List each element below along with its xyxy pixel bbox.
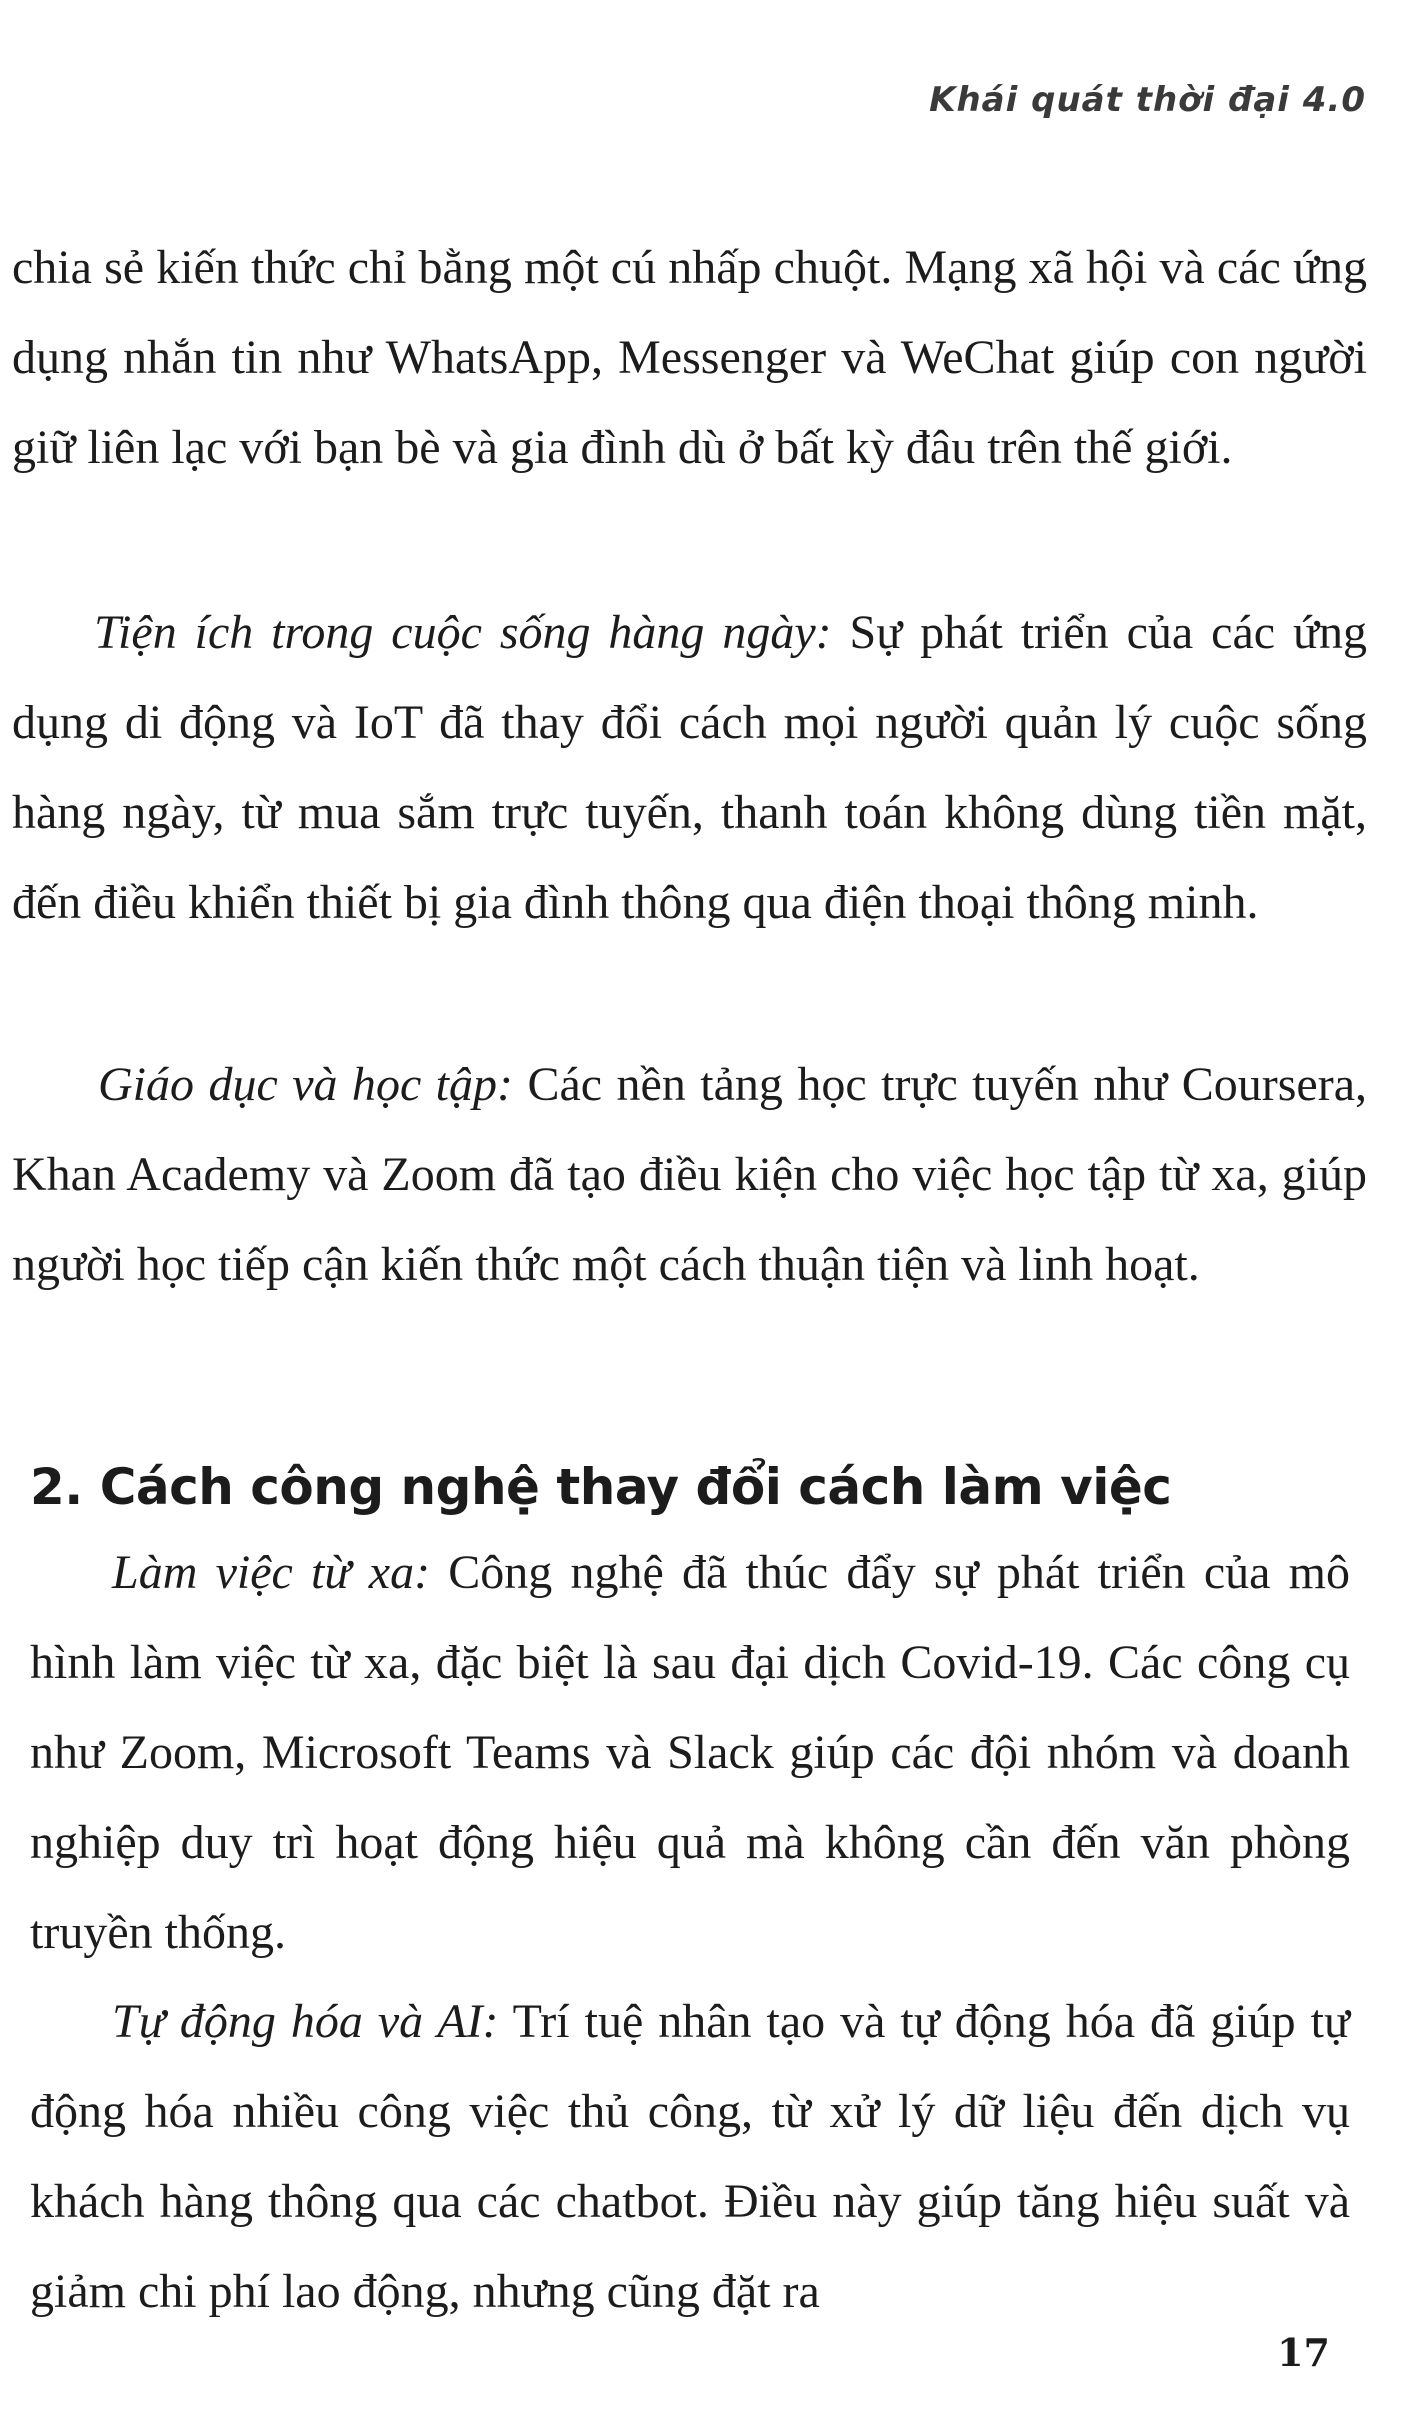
page-number: 17 [1277, 2330, 1330, 2375]
paragraph-lead: Làm việc từ xa: [112, 1546, 431, 1599]
paragraph-education [12, 1040, 1367, 1310]
paragraph-lead: Tiện ích trong cuộc sống hàng ngày: [94, 606, 832, 659]
paragraph-body: Trí tuệ nhân tạo và tự động hóa đã giúp tự động hóa nhiều công việc thủ công, từ xử lý dữ liệu đến dịch vụ khách hàng thông qua các chatbot. Điều này giúp tăng hiệu suất và giảm chi phí lao động, nhưng cũng đặt ra [30, 1995, 1350, 2318]
paragraph-body: chia sẻ kiến thức chỉ bằng một cú nhấp chuột. Mạng xã hội và các ứng dụng nhắn tin như WhatsApp, Messenger và WeChat giúp con người giữ liên lạc với bạn bè và gia đình dù ở bất kỳ đâu trên thế giới. [12, 241, 1367, 474]
paragraph-communication [12, 223, 1367, 493]
paragraph-body: Công nghệ đã thúc đẩy sự phát triển của mô hình làm việc từ xa, đặc biệt là sau đại dịch Covid-19. Các công cụ như Zoom, Microsoft Teams và Slack giúp các đội nhóm và doanh nghiệp duy trì hoạt động hiệu quả mà không cần đến văn phòng truyền thống. [30, 1546, 1351, 1959]
paragraph-body: Sự phát triển của các ứng dụng di động và IoT đã thay đổi cách mọi người quản lý cuộc sống hàng ngày, từ mua sắm trực tuyến, thanh toán không dùng tiền mặt, đến điều khiển thiết bị gia đình thông qua điện thoại thông minh. [12, 606, 1367, 929]
paragraph-automation-ai [30, 1977, 1350, 2337]
running-head: Khái quát thời đại 4.0 [929, 80, 1366, 120]
section-heading: 2. Cách công nghệ thay đổi cách làm việc [30, 1458, 1172, 1516]
paragraph-remote-work [30, 1528, 1350, 1978]
paragraph-daily-life [12, 588, 1367, 948]
paragraph-body: Các nền tảng học trực tuyến như Coursera, Khan Academy và Zoom đã tạo điều kiện cho việc học tập từ xa, giúp người học tiếp cận kiến thức một cách thuận tiện và linh hoạt. [12, 1058, 1368, 1291]
paragraph-lead: Giáo dục và học tập: [98, 1058, 514, 1111]
paragraph-lead: Tự động hóa và AI: [112, 1995, 499, 2048]
